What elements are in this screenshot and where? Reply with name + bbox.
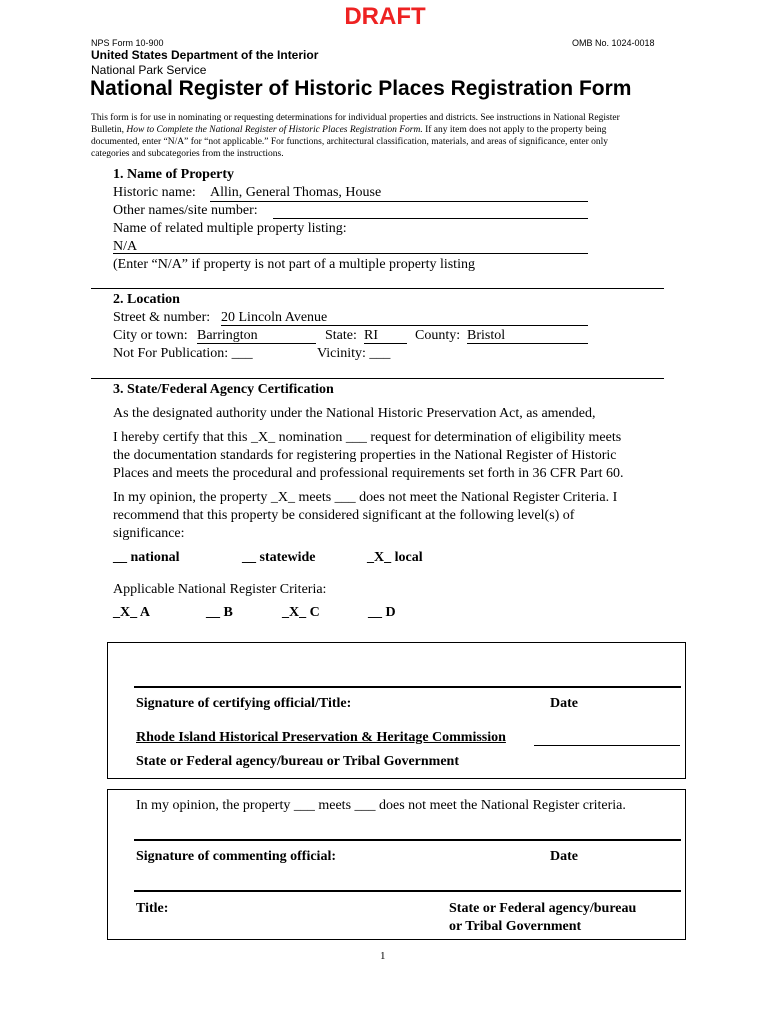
city-field[interactable]: Barrington <box>197 328 258 343</box>
agency-name-underline <box>534 745 680 746</box>
state-label: State: <box>325 328 357 343</box>
omb-number: OMB No. 1024-0018 <box>572 38 655 48</box>
level-national-checkbox[interactable]: __ national <box>113 550 180 565</box>
commenting-agency-line-2: or Tribal Government <box>449 919 582 934</box>
certify-line-3: Places and meets the procedural and professional requirements set forth in 36 CFR Part 60. <box>113 466 624 481</box>
page-title: National Register of Historic Places Registration Form <box>90 77 632 100</box>
commenting-date-label: Date <box>550 849 578 864</box>
section-divider-1 <box>91 288 664 289</box>
criteria-d-checkbox[interactable]: __ D <box>368 605 396 620</box>
related-listing-field[interactable]: N/A <box>113 239 138 254</box>
related-listing-note: (Enter “N/A” if property is not part of a multiple property listing <box>113 257 475 272</box>
certify-middle: nomination ___ request for determination of eligibility meets <box>275 430 622 445</box>
nomination-checkbox[interactable]: _X_ <box>251 430 276 445</box>
city-label: City or town: <box>113 328 188 343</box>
other-names-field[interactable] <box>273 218 588 219</box>
related-listing-label: Name of related multiple property listing: <box>113 221 347 236</box>
historic-name-label: Historic name: <box>113 185 196 200</box>
authority-text: As the designated authority under the National Historic Preservation Act, as amended, <box>113 406 596 421</box>
criteria-label: Applicable National Register Criteria: <box>113 582 327 597</box>
meets-checkbox[interactable]: _X_ <box>270 490 295 505</box>
level-local-checkbox[interactable]: _X_ local <box>367 550 423 565</box>
instructions-bulletin-title: How to Complete the National Register of Historic Places Registration Form. <box>126 125 423 135</box>
instructions-line-1: This form is for use in nominating or requesting determinations for individual properties and districts. See instructions in National Register <box>91 113 620 123</box>
instructions-line-4: categories and subcategories from the instructions. <box>91 149 284 159</box>
instructions-prefix: Bulletin, <box>91 125 127 135</box>
commenting-title-line[interactable] <box>134 890 681 892</box>
department: United States Department of the Interior <box>91 48 319 62</box>
city-underline <box>197 343 316 344</box>
street-label: Street & number: <box>113 310 211 325</box>
certifying-signature-line[interactable] <box>134 686 681 688</box>
criteria-a-checkbox[interactable]: _X_ A <box>113 605 150 620</box>
vicinity-field[interactable]: Vicinity: ___ <box>317 346 391 361</box>
other-names-label: Other names/site number: <box>113 203 258 218</box>
agency-name: Rhode Island Historical Preservation & Heritage Commission <box>136 730 506 745</box>
section1-heading: 1. Name of Property <box>113 167 235 182</box>
commenting-title-label: Title: <box>136 901 169 916</box>
commenting-agency-line-1: State or Federal agency/bureau <box>449 901 637 916</box>
state-field[interactable]: RI <box>364 328 378 343</box>
draft-watermark: DRAFT <box>344 3 426 30</box>
certifying-signature-label: Signature of certifying official/Title: <box>136 696 352 711</box>
street-field[interactable]: 20 Lincoln Avenue <box>221 310 328 325</box>
opinion-rest: meets ___ does not meet the National Register Criteria. I <box>295 490 618 505</box>
form-number: NPS Form 10-900 <box>91 38 164 48</box>
not-for-publication-field[interactable]: Not For Publication: ___ <box>113 346 253 361</box>
level-statewide-checkbox[interactable]: __ statewide <box>242 550 316 565</box>
related-listing-underline <box>113 253 588 254</box>
historic-name-underline <box>210 201 588 202</box>
street-underline <box>221 325 588 326</box>
county-field[interactable]: Bristol <box>467 328 506 343</box>
certify-prefix: I hereby certify that this <box>113 430 252 445</box>
instructions-text <box>91 112 681 160</box>
certify-line-1 <box>113 430 621 446</box>
agency-type-label: State or Federal agency/bureau or Tribal Government <box>136 754 460 769</box>
section-divider-2 <box>91 378 664 379</box>
instructions-suffix: If any item does not apply to the property being <box>422 125 607 135</box>
criteria-b-checkbox[interactable]: __ B <box>206 605 233 620</box>
historic-name-field[interactable]: Allin, General Thomas, House <box>210 185 382 200</box>
opinion-line-1 <box>113 490 617 506</box>
criteria-c-checkbox[interactable]: _X_ C <box>282 605 320 620</box>
opinion-line-2: recommend that this property be considered significant at the following level(s) of <box>113 508 575 523</box>
commenting-signature-line[interactable] <box>134 839 681 841</box>
certifying-date-label: Date <box>550 696 578 711</box>
county-underline <box>467 343 588 344</box>
commenting-opinion: In my opinion, the property ___ meets ___ does not meet the National Register criteria. <box>136 798 626 813</box>
state-underline <box>364 343 407 344</box>
commenting-signature-label: Signature of commenting official: <box>136 849 336 864</box>
section2-heading: 2. Location <box>113 292 180 307</box>
opinion-line-3: significance: <box>113 526 185 541</box>
service: National Park Service <box>91 63 207 77</box>
county-label: County: <box>415 328 461 343</box>
opinion-prefix: In my opinion, the property <box>113 490 271 505</box>
instructions-line-3: documented, enter “N/A” for “not applicable.” For functions, architectural classification, materials, and areas of significance, enter only <box>91 137 609 147</box>
instructions-line-2 <box>91 124 681 136</box>
certify-line-2: the documentation standards for registering properties in the National Register of Historic <box>113 448 617 463</box>
section3-heading: 3. State/Federal Agency Certification <box>113 382 334 397</box>
page-number: 1 <box>380 950 386 962</box>
